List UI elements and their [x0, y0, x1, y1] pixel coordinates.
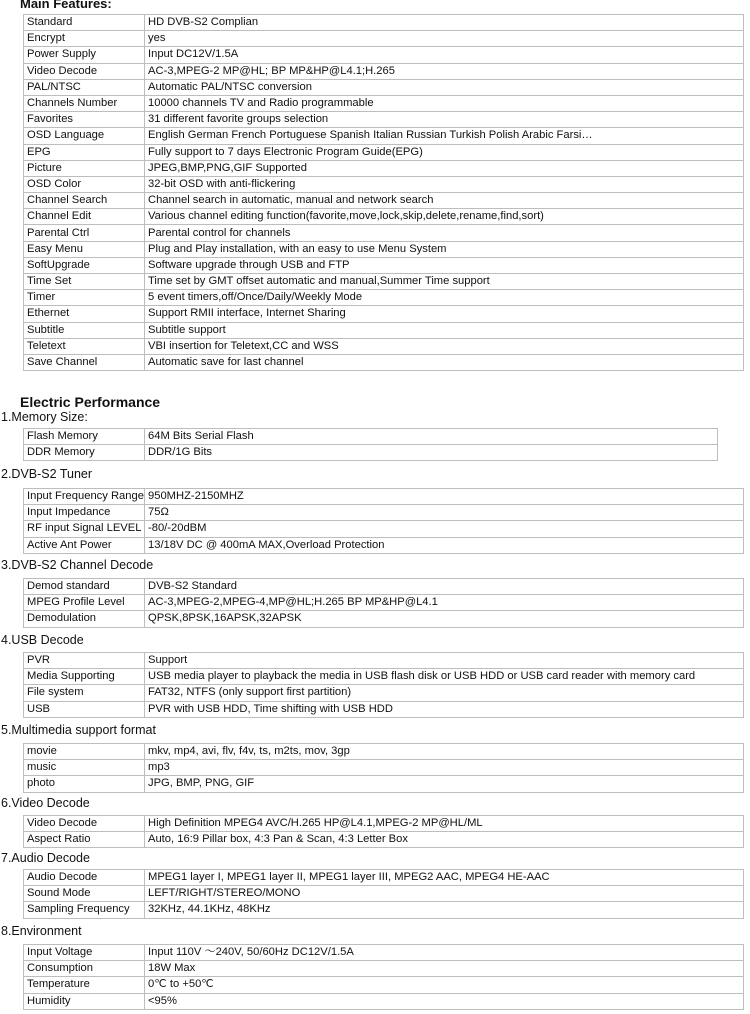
- table-row: [24, 354, 744, 370]
- spec-key: Input Voltage: [24, 945, 145, 961]
- spec-value: 32-bit OSD with anti-flickering: [145, 176, 744, 192]
- section-table: [23, 428, 718, 461]
- table-row: [24, 832, 744, 848]
- table-row: [24, 870, 744, 886]
- spec-value: JPEG,BMP,PNG,GIF Supported: [145, 160, 744, 176]
- spec-key: PVR: [24, 653, 145, 669]
- spec-value: 5 event timers,off/Once/Daily/Weekly Mode: [145, 290, 744, 306]
- spec-value: AC-3,MPEG-2,MPEG-4,MP@HL;H.265 BP MP&HP@L4.1: [145, 595, 744, 611]
- spec-key: Sampling Frequency: [24, 902, 145, 918]
- table-row: [24, 653, 744, 669]
- table-row: [24, 489, 744, 505]
- spec-key: Ethernet: [24, 306, 145, 322]
- table-row: [24, 760, 744, 776]
- spec-value: Auto, 16:9 Pillar box, 4:3 Pan & Scan, 4:3 Letter Box: [145, 832, 744, 848]
- table-row: [24, 47, 744, 63]
- spec-key: Active Ant Power: [24, 537, 145, 553]
- spec-value: 31 different favorite groups selection: [145, 112, 744, 128]
- section-table: [23, 815, 744, 848]
- spec-value: JPG, BMP, PNG, GIF: [145, 776, 744, 792]
- table-row: [24, 209, 744, 225]
- section-table: [23, 488, 744, 554]
- spec-value: 13/18V DC @ 400mA MAX,Overload Protection: [145, 537, 744, 553]
- table-row: [24, 429, 718, 445]
- spec-value: USB media player to playback the media in USB flash disk or USB HDD or USB card reader with memory card: [145, 669, 744, 685]
- table-row: [24, 579, 744, 595]
- spec-key: Teletext: [24, 338, 145, 354]
- spec-key: USB: [24, 701, 145, 717]
- table-row: [24, 144, 744, 160]
- spec-key: Parental Ctrl: [24, 225, 145, 241]
- table-row: [24, 886, 744, 902]
- spec-key: Input Impedance: [24, 505, 145, 521]
- spec-key: photo: [24, 776, 145, 792]
- table-row: [24, 79, 744, 95]
- spec-value: QPSK,8PSK,16APSK,32APSK: [145, 611, 744, 627]
- spec-value: 18W Max: [145, 961, 744, 977]
- spec-value: VBI insertion for Teletext,CC and WSS: [145, 338, 744, 354]
- spec-key: Time Set: [24, 274, 145, 290]
- spec-key: EPG: [24, 144, 145, 160]
- spec-key: SoftUpgrade: [24, 257, 145, 273]
- section-table: [23, 944, 744, 1010]
- table-row: [24, 15, 744, 31]
- table-row: [24, 902, 744, 918]
- spec-value: Automatic PAL/NTSC conversion: [145, 79, 744, 95]
- spec-value: 75Ω: [145, 505, 744, 521]
- spec-key: Timer: [24, 290, 145, 306]
- main-features-title: Main Features:: [20, 0, 112, 11]
- spec-value: Support: [145, 653, 744, 669]
- spec-key: Video Decode: [24, 63, 145, 79]
- spec-key: OSD Color: [24, 176, 145, 192]
- spec-value: <95%: [145, 993, 744, 1009]
- main-features-table: [23, 14, 744, 371]
- spec-value: 0℃ to +50℃: [145, 977, 744, 993]
- spec-value: Fully support to 7 days Electronic Program Guide(EPG): [145, 144, 744, 160]
- table-row: [24, 505, 744, 521]
- electric-performance-title: Electric Performance: [20, 394, 161, 410]
- spec-key: Picture: [24, 160, 145, 176]
- spec-value: Various channel editing function(favorite,move,lock,skip,delete,rename,find,sort): [145, 209, 744, 225]
- table-row: [24, 611, 744, 627]
- spec-value: AC-3,MPEG-2 MP@HL; BP MP&HP@L4.1;H.265: [145, 63, 744, 79]
- table-row: [24, 537, 744, 553]
- spec-key: Temperature: [24, 977, 145, 993]
- spec-value: Subtitle support: [145, 322, 744, 338]
- spec-value: 64M Bits Serial Flash: [145, 429, 718, 445]
- section-title: 2.DVB-S2 Tuner: [1, 467, 93, 481]
- section-table: [23, 869, 744, 919]
- spec-value: -80/-20dBM: [145, 521, 744, 537]
- spec-value: Time set by GMT offset automatic and manual,Summer Time support: [145, 274, 744, 290]
- table-row: [24, 595, 744, 611]
- spec-key: movie: [24, 744, 145, 760]
- spec-value: yes: [145, 31, 744, 47]
- spec-value: High Definition MPEG4 AVC/H.265 HP@L4.1,MPEG-2 MP@HL/ML: [145, 816, 744, 832]
- spec-value: Input DC12V/1.5A: [145, 47, 744, 63]
- table-row: [24, 274, 744, 290]
- spec-key: MPEG Profile Level: [24, 595, 145, 611]
- spec-key: Sound Mode: [24, 886, 145, 902]
- table-row: [24, 977, 744, 993]
- table-row: [24, 685, 744, 701]
- table-row: [24, 816, 744, 832]
- spec-key: Channels Number: [24, 95, 145, 111]
- table-row: [24, 945, 744, 961]
- table-row: [24, 669, 744, 685]
- spec-value: English German French Portuguese Spanish Italian Russian Turkish Polish Arabic Farsi…: [145, 128, 744, 144]
- spec-key: Input Frequency Range: [24, 489, 145, 505]
- spec-key: Save Channel: [24, 354, 145, 370]
- table-row: [24, 961, 744, 977]
- spec-value: DVB-S2 Standard: [145, 579, 744, 595]
- section-title: 5.Multimedia support format: [1, 723, 156, 737]
- spec-value: Support RMII interface, Internet Sharing: [145, 306, 744, 322]
- spec-value: 32KHz, 44.1KHz, 48KHz: [145, 902, 744, 918]
- spec-value: FAT32, NTFS (only support first partition): [145, 685, 744, 701]
- spec-value: Plug and Play installation, with an easy to use Menu System: [145, 241, 744, 257]
- spec-key: Flash Memory: [24, 429, 145, 445]
- table-row: [24, 160, 744, 176]
- table-row: [24, 744, 744, 760]
- table-row: [24, 445, 718, 461]
- spec-value: Software upgrade through USB and FTP: [145, 257, 744, 273]
- spec-key: File system: [24, 685, 145, 701]
- spec-key: Aspect Ratio: [24, 832, 145, 848]
- section-table: [23, 652, 744, 718]
- spec-value: 950MHZ-2150MHZ: [145, 489, 744, 505]
- spec-key: Media Supporting: [24, 669, 145, 685]
- spec-key: Channel Edit: [24, 209, 145, 225]
- spec-key: Demodulation: [24, 611, 145, 627]
- spec-value: PVR with USB HDD, Time shifting with USB HDD: [145, 701, 744, 717]
- spec-key: Video Decode: [24, 816, 145, 832]
- spec-key: DDR Memory: [24, 445, 145, 461]
- section-title: 3.DVB-S2 Channel Decode: [1, 558, 154, 572]
- spec-value: Input 110V ～240V, 50/60Hz DC12V/1.5A: [145, 945, 744, 961]
- spec-key: Favorites: [24, 112, 145, 128]
- table-row: [24, 322, 744, 338]
- spec-key: PAL/NTSC: [24, 79, 145, 95]
- spec-value: DDR/1G Bits: [145, 445, 718, 461]
- spec-key: Standard: [24, 15, 145, 31]
- section-table: [23, 743, 744, 793]
- table-row: [24, 31, 744, 47]
- spec-key: Humidity: [24, 993, 145, 1009]
- spec-value: Parental control for channels: [145, 225, 744, 241]
- table-row: [24, 112, 744, 128]
- spec-value: mkv, mp4, avi, flv, f4v, ts, m2ts, mov, 3gp: [145, 744, 744, 760]
- spec-key: Channel Search: [24, 193, 145, 209]
- spec-key: Subtitle: [24, 322, 145, 338]
- spec-key: RF input Signal LEVEL: [24, 521, 145, 537]
- spec-key: Encrypt: [24, 31, 145, 47]
- section-title: 8.Environment: [1, 924, 82, 938]
- spec-key: Audio Decode: [24, 870, 145, 886]
- spec-value: HD DVB-S2 Complian: [145, 15, 744, 31]
- table-row: [24, 95, 744, 111]
- table-row: [24, 241, 744, 257]
- spec-value: Channel search in automatic, manual and network search: [145, 193, 744, 209]
- spec-value: 10000 channels TV and Radio programmable: [145, 95, 744, 111]
- table-row: [24, 701, 744, 717]
- table-row: [24, 128, 744, 144]
- table-row: [24, 176, 744, 192]
- section-title: 4.USB Decode: [1, 633, 84, 647]
- spec-key: music: [24, 760, 145, 776]
- table-row: [24, 290, 744, 306]
- table-row: [24, 63, 744, 79]
- spec-key: Consumption: [24, 961, 145, 977]
- spec-value: MPEG1 layer I, MPEG1 layer II, MPEG1 layer III, MPEG2 AAC, MPEG4 HE-AAC: [145, 870, 744, 886]
- spec-value: LEFT/RIGHT/STEREO/MONO: [145, 886, 744, 902]
- section-title: 1.Memory Size:: [1, 410, 88, 424]
- table-row: [24, 257, 744, 273]
- section-table: [23, 578, 744, 628]
- table-row: [24, 225, 744, 241]
- section-title: 6.Video Decode: [1, 796, 90, 810]
- table-row: [24, 776, 744, 792]
- section-title: 7.Audio Decode: [1, 851, 90, 865]
- spec-key: Demod standard: [24, 579, 145, 595]
- table-row: [24, 193, 744, 209]
- spec-value: Automatic save for last channel: [145, 354, 744, 370]
- table-row: [24, 993, 744, 1009]
- table-row: [24, 338, 744, 354]
- spec-value: mp3: [145, 760, 744, 776]
- spec-key: OSD Language: [24, 128, 145, 144]
- spec-key: Easy Menu: [24, 241, 145, 257]
- table-row: [24, 521, 744, 537]
- spec-key: Power Supply: [24, 47, 145, 63]
- table-row: [24, 306, 744, 322]
